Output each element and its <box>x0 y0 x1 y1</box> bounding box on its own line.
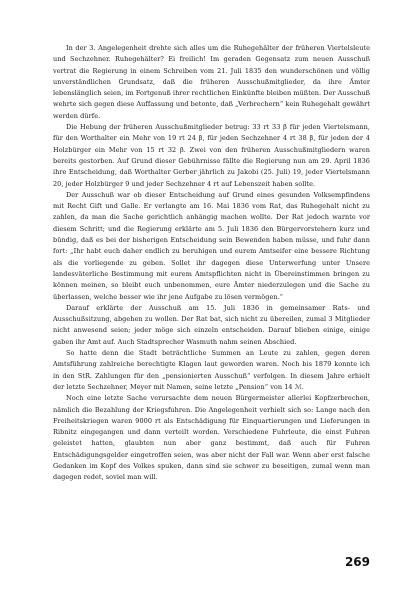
paragraph: Der Ausschuß war ob dieser Entscheidung auf Grund eines gesunden Volksempfindens mit Recht Gift und Galle. Er verlangte am 16. Mai 1836 vom Rat, das Ruhegehalt nicht zu zahlen, da man die Sache gerichtlich anhängig machen wollte. Der Rat jedoch warnte vor diesem Schritt; und die Regierung erklärte am 5. Juli 1836 den Bürgervorstehern kurz und bündig, daß es bei der bisherigen Entscheidung sein Bewenden haben müsse, und fuhr dann fort: „Ihr habt euch daher endlich zu beruhigen und eurem Amtseifer eine bessere Richtung als die vorliegende zu geben. Sollet ihr dagegen diese Unterwerfung unter Unsere landesväterliche Bestimmung mit eurem Amtspflichten nicht in Übereinstimmen bringen zu können meinen, so bleibt euch unbenommen, eure Ämter niederzulegen und die Sache zu überlassen, welche besser wie ihr jene Aufgabe zu lösen vermögen.“ <box>53 190 370 301</box>
body-text <box>53 43 370 484</box>
paragraph: So hatte denn die Stadt beträchtliche Summen an Leute zu zahlen, gegen deren Amtsführung zahlreiche berechtigte Klagen laut geworden waren. Noch bis 1879 konnte ich in den StR. Zahlungen für den „pensionierten Ausschuß“ verfolgen. In diesem Jahre erhielt der letzte Sechzehner, Meyer mit Namen, seine letzte „Pension“ von 14 ℳ. <box>53 349 370 391</box>
paragraph: In der 3. Angelegenheit drehte sich alles um die Ruhegehälter der früheren Viertelsleute und Sechzehner. Ruhegehälter? Ei freilich! Im geraden Gegensatz zum neuen Ausschuß vertrat die Regierung in einem Schreiben vom 21. Juli 1835 den wunderschönen und völlig unverständlichen Grundsatz, daß die früheren Ausschußmitglieder, da ihre Ämter lebenslänglich seien, im Fortgenuß ihrer rechtlichen Einkünfte bleiben müßten. Der Ausschuß wehrte sich gegen diese Auffassung und betonte, daß „Verbrechern“ kein Ruhegehalt gewährt werden dürfe. <box>53 44 370 120</box>
paragraph: Darauf erklärte der Ausschuß am 15. Juli 1836 in gemeinsamer Rats- und Ausschußsitzung, abgehen zu wollen. Der Rat bat, sich nicht zu übereilen, zumal 3 Mitglieder nicht anwesend seien; jeder möge sich einzeln entscheiden. Darauf blieben einige, einige gaben ihr Amt auf. Auch Stadtsprecher Wasmuth nahm seinen Abschied. <box>53 303 370 346</box>
paragraph: Noch eine letzte Sache verursachte dem neuen Bürgermeister allerlei Kopfzerbrechen, nämlich die Bezahlung der Kriegsfuhren. Die Angelegenheit verhielt sich so: Lange nach den Freiheitskriegen waren 9000 rt als Entschädigung für Einquartierungen und Lieferungen in Ribnitz eingegangen und dann verteilt worden. Verschiedene Fuhrleute, die einst Fuhren geleistet hatten, glaubten nun aber ganz bestimmt, daß auch für Fuhren Entschädigungsgelder eingetroffen seien, was aber nicht der Fall war. Wenn aber erst falsche Gedanken im Kopf des Volkes spuken, dann sind sie schwer zu beseitigen, zumal wenn man dagegen redet, soviel man will. <box>53 394 370 482</box>
paragraph: Die Hebung der früheren Ausschußmitglieder betrug: 33 rt 33 β für jeden Viertelsmann, für den Worthalter ein Mehr von 19 rt 24 β, für jeden Sechzehner 4 rt 38 β, für jeden der 4 Holzbürger ein Mehr von 15 rt 32 β. Zwei von den früheren Ausschußmitgliedern waren bereits gestorben. Auf Grund dieser Gebührnisse fällte die Regierung nun am 29. April 1836 ihre Entscheidung, daß Worthalter Gerber jährlich zu Jakobi (25. Juli) 19, jeder Viertelsmann 20, jeder Holzbürger 9 und jeder Sechzehner 4 rt auf Lebenszeit haben sollte. <box>53 123 370 188</box>
page-number: 269 <box>344 555 370 569</box>
